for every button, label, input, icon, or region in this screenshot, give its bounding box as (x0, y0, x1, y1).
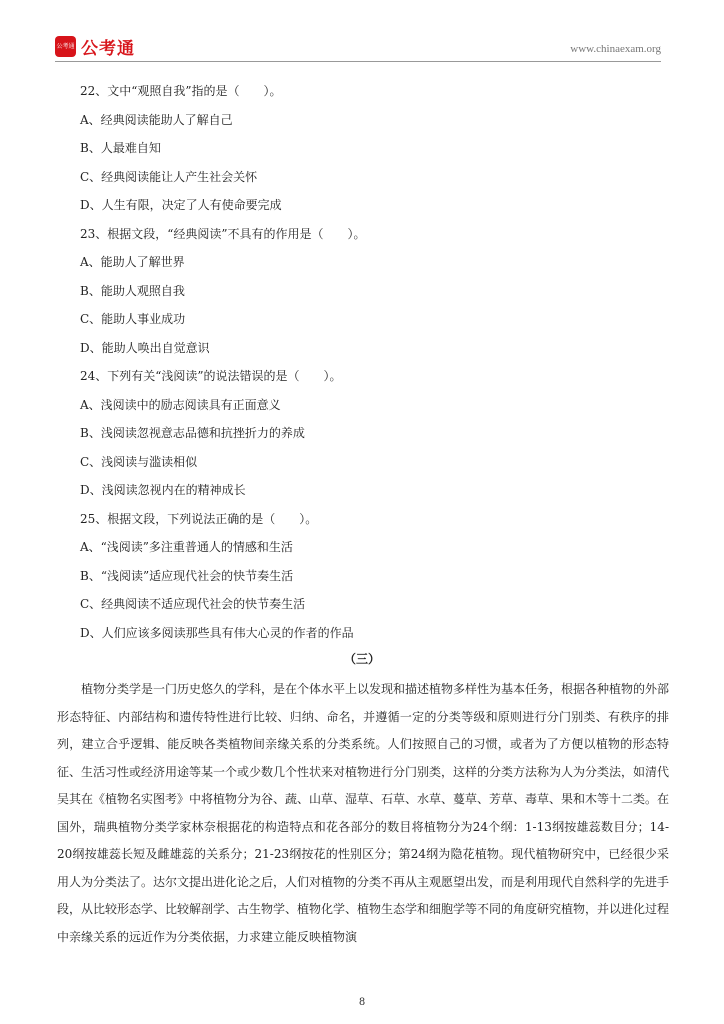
logo-badge-icon: 公考通 (55, 36, 76, 57)
option-d: D、能助人唤出自觉意识 (80, 340, 210, 355)
option-a: A、能助人了解世界 (80, 255, 185, 269)
option-a: A、浅阅读中的励志阅读具有正面意义 (80, 397, 281, 412)
option-a: A、经典阅读能助人了解自己 (80, 112, 233, 127)
question-22 (80, 77, 680, 220)
option-b: B、人最难自知 (80, 141, 161, 155)
option-d: D、人生有限，决定了人有使命要完成 (80, 198, 282, 212)
question-stem: 22、文中“观照自我”指的是（ ）。 (80, 84, 282, 98)
site-logo[interactable] (55, 34, 135, 59)
page-number: 8 (358, 997, 366, 1008)
option-b: B、能助人观照自我 (80, 283, 185, 298)
header-divider (55, 61, 661, 62)
page-header (0, 0, 724, 64)
logo-text: 公考通 (81, 39, 135, 59)
option-d: D、浅阅读忽视内在的精神成长 (80, 483, 246, 497)
question-23 (80, 220, 680, 363)
option-b: B、“浅阅读”适应现代社会的快节奏生活 (80, 568, 294, 583)
option-c: C、能助人事业成功 (80, 312, 186, 326)
option-c: C、经典阅读不适应现代社会的快节奏生活 (80, 597, 306, 611)
question-stem: 23、根据文段，“经典阅读”不具有的作用是（ ）。 (80, 226, 366, 241)
question-stem: 24、下列有关“浅阅读”的说法错误的是（ ）。 (80, 369, 342, 383)
option-b: B、浅阅读忽视意志品德和抗挫折力的养成 (80, 426, 305, 440)
option-c: C、浅阅读与滥读相似 (80, 454, 198, 469)
section-title: （三） (343, 652, 380, 666)
option-c: C、经典阅读能让人产生社会关怀 (80, 169, 258, 184)
question-24 (80, 362, 680, 505)
site-url[interactable]: www.chinaexam.org (570, 43, 661, 55)
option-d: D、人们应该多阅读那些具有伟大心灵的作者的作品 (80, 625, 354, 640)
question-list (80, 77, 680, 647)
question-25 (80, 505, 680, 648)
question-stem: 25、根据文段，下列说法正确的是（ ）。 (80, 511, 318, 526)
option-a: A、“浅阅读”多注重普通人的情感和生活 (80, 540, 293, 554)
reading-passage: 植物分类学是一门历史悠久的学科，是在个体水平上以发现和描述植物多样性为基本任务，根据各种植物的外部形态特征、内部结构和遗传特性进行比较、归纳、命名，并遵循一定的分类等级和原则进行分门别类、有秩序的排列，建立合乎逻辑、能反映各类植物间亲缘关系的分类系统。人们按照自己的习惯，或者为了方便以植物的形态特征、生活习性或经济用途等某一个或少数几个性状来对植物进行分门别类，这样的分类方法称为人为分类法，如清代吴其在《植物名实图考》中将植物分为谷、蔬、山草、湿草、石草、水草、蔓草、芳草、毒草、果和木等十二类。在国外，瑞典植物分类学家林奈根据花的构造特点和花各部分的数目将植物分为24个纲：1-13纲按雄蕊数目分；14-20纲按雄蕊长短及雌雄蕊的关系分；21-23纲按花的性别区分；第24纲为隐花植物。现代植物研究中，已经很少采用人为分类法了。达尔文提出进化论之后，人们对植物的分类不再从主观愿望出发，而是利用现代自然科学的先进手段，从比较形态学、比较解剖学、古生物学、植物化学、植物生态学和细胞学等不同的角度研究植物，并以进化过程中亲缘关系的远近作为分类依据，力求建立能反映植物演 (57, 682, 670, 944)
